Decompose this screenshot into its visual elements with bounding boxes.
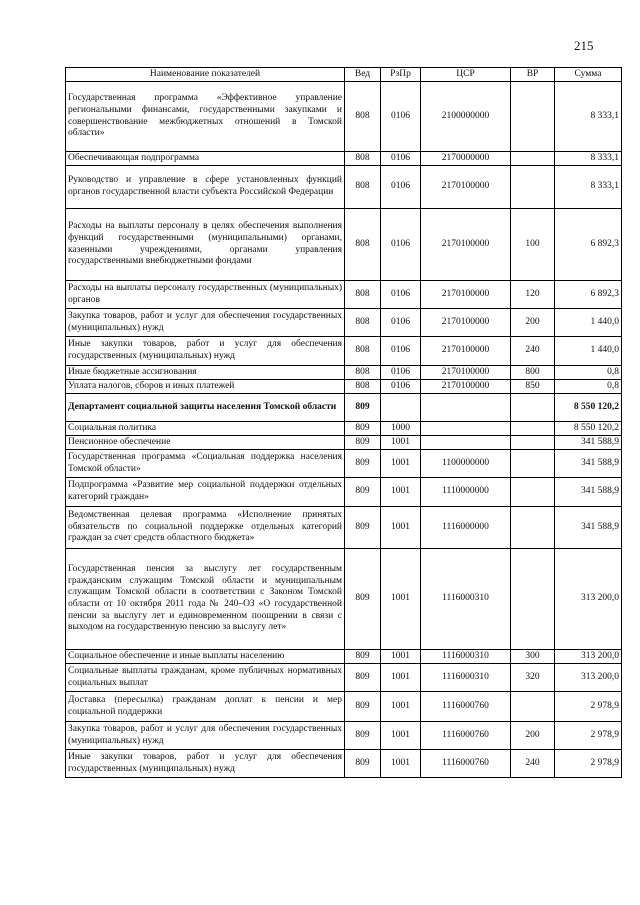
table-row <box>66 152 622 166</box>
name-cell: Обеспечивающая подпрограмма <box>66 152 345 166</box>
table-row <box>66 722 622 750</box>
sum-cell: 1 440,0 <box>555 309 622 337</box>
sum-cell: 341 588,9 <box>555 450 622 478</box>
vr-cell <box>511 507 555 549</box>
table-row <box>66 209 622 281</box>
table-row <box>66 337 622 366</box>
table-row <box>66 309 622 337</box>
column-header-sum: Сумма <box>555 68 622 82</box>
table-row <box>66 366 622 380</box>
csr-cell: 2170100000 <box>421 337 511 366</box>
table-body <box>66 82 622 778</box>
rzpr-cell: 1001 <box>381 549 421 650</box>
name-cell: Иные закупки товаров, работ и услуг для обеспечения государственных (муниципальных) нужд <box>66 750 345 778</box>
vr-cell <box>511 166 555 209</box>
rzpr-cell: 1001 <box>381 692 421 722</box>
name-cell: Социальное обеспечение и иные выплаты населению <box>66 650 345 664</box>
ved-cell: 809 <box>345 664 381 692</box>
rzpr-cell: 0106 <box>381 152 421 166</box>
ved-cell: 808 <box>345 209 381 281</box>
ved-cell: 808 <box>345 82 381 152</box>
table-row <box>66 166 622 209</box>
rzpr-cell: 1001 <box>381 450 421 478</box>
table-row <box>66 422 622 436</box>
csr-cell: 1116000310 <box>421 549 511 650</box>
ved-cell: 809 <box>345 722 381 750</box>
sum-cell: 8 333,1 <box>555 152 622 166</box>
vr-cell: 800 <box>511 366 555 380</box>
table-row <box>66 692 622 722</box>
table-row <box>66 436 622 450</box>
table-row <box>66 450 622 478</box>
sum-cell: 313 200,0 <box>555 549 622 650</box>
name-cell: Государственная программа «Социальная поддержка населения Томской области» <box>66 450 345 478</box>
ved-cell: 808 <box>345 281 381 309</box>
sum-cell: 2 978,9 <box>555 692 622 722</box>
table-row <box>66 82 622 152</box>
ved-cell: 809 <box>345 549 381 650</box>
name-cell: Департамент социальной защиты населения Томской области <box>66 394 345 422</box>
rzpr-cell: 0106 <box>381 281 421 309</box>
rzpr-cell <box>381 394 421 422</box>
sum-cell: 6 892,3 <box>555 281 622 309</box>
sum-cell: 0,8 <box>555 366 622 380</box>
vr-cell <box>511 152 555 166</box>
sum-cell: 8 550 120,2 <box>555 422 622 436</box>
name-cell: Уплата налогов, сборов и иных платежей <box>66 380 345 394</box>
rzpr-cell: 0106 <box>381 380 421 394</box>
sum-cell: 1 440,0 <box>555 337 622 366</box>
rzpr-cell: 1001 <box>381 650 421 664</box>
name-cell: Закупка товаров, работ и услуг для обеспечения государственных (муниципальных) нужд <box>66 722 345 750</box>
csr-cell: 2170100000 <box>421 166 511 209</box>
sum-cell: 341 588,9 <box>555 478 622 507</box>
name-cell: Закупка товаров, работ и услуг для обеспечения государственных (муниципальных) нужд <box>66 309 345 337</box>
name-cell: Доставка (пересылка) гражданам доплат к пенсии и мер социальной поддержки <box>66 692 345 722</box>
table-row <box>66 750 622 778</box>
sum-cell: 8 333,1 <box>555 166 622 209</box>
name-cell: Расходы на выплаты персоналу в целях обеспечения выполнения функций государственными (муниципальными) органами, казенными учреждениями, органами управления государственными внебюджетными фондами <box>66 209 345 281</box>
page-number: 215 <box>574 38 594 53</box>
csr-cell: 1116000760 <box>421 692 511 722</box>
name-cell: Иные бюджетные ассигнования <box>66 366 345 380</box>
name-cell: Социальная политика <box>66 422 345 436</box>
ved-cell: 809 <box>345 436 381 450</box>
sum-cell: 2 978,9 <box>555 750 622 778</box>
rzpr-cell: 1000 <box>381 422 421 436</box>
csr-cell: 2100000000 <box>421 82 511 152</box>
ved-cell: 809 <box>345 478 381 507</box>
csr-cell: 2170100000 <box>421 309 511 337</box>
vr-cell: 200 <box>511 309 555 337</box>
name-cell: Иные закупки товаров, работ и услуг для обеспечения государственных (муниципальных) нужд <box>66 337 345 366</box>
table-row <box>66 507 622 549</box>
rzpr-cell: 1001 <box>381 722 421 750</box>
vr-cell <box>511 82 555 152</box>
column-header-name: Наименование показателей <box>66 68 345 82</box>
name-cell: Государственная программа «Эффективное управление региональными финансами, государственными закупками и совершенствование межбюджетных отношений в Томской области» <box>66 82 345 152</box>
table-row <box>66 394 622 422</box>
ved-cell: 809 <box>345 394 381 422</box>
table-row <box>66 664 622 692</box>
budget-table <box>65 67 622 778</box>
csr-cell: 2170000000 <box>421 152 511 166</box>
vr-cell <box>511 450 555 478</box>
vr-cell <box>511 422 555 436</box>
rzpr-cell: 1001 <box>381 664 421 692</box>
sum-cell: 313 200,0 <box>555 650 622 664</box>
csr-cell: 2170100000 <box>421 380 511 394</box>
csr-cell: 1116000000 <box>421 507 511 549</box>
ved-cell: 809 <box>345 450 381 478</box>
sum-cell: 313 200,0 <box>555 664 622 692</box>
vr-cell: 240 <box>511 750 555 778</box>
ved-cell: 808 <box>345 152 381 166</box>
rzpr-cell: 0106 <box>381 166 421 209</box>
ved-cell: 809 <box>345 422 381 436</box>
sum-cell: 0,8 <box>555 380 622 394</box>
table-row <box>66 650 622 664</box>
table-header-row <box>66 68 622 82</box>
csr-cell <box>421 394 511 422</box>
rzpr-cell: 1001 <box>381 436 421 450</box>
csr-cell <box>421 422 511 436</box>
csr-cell <box>421 436 511 450</box>
rzpr-cell: 0106 <box>381 309 421 337</box>
column-header-ved: Вед <box>345 68 381 82</box>
ved-cell: 808 <box>345 366 381 380</box>
ved-cell: 809 <box>345 650 381 664</box>
rzpr-cell: 0106 <box>381 209 421 281</box>
vr-cell: 300 <box>511 650 555 664</box>
table-row <box>66 549 622 650</box>
rzpr-cell: 1001 <box>381 478 421 507</box>
csr-cell: 1116000310 <box>421 664 511 692</box>
rzpr-cell: 1001 <box>381 750 421 778</box>
name-cell: Пенсионное обеспечение <box>66 436 345 450</box>
ved-cell: 808 <box>345 380 381 394</box>
vr-cell <box>511 549 555 650</box>
csr-cell: 1100000000 <box>421 450 511 478</box>
vr-cell: 850 <box>511 380 555 394</box>
vr-cell: 200 <box>511 722 555 750</box>
sum-cell: 341 588,9 <box>555 436 622 450</box>
name-cell: Ведомственная целевая программа «Исполнение принятых обязательств по социальной поддержке отдельных категорий граждан за счет средств областного бюджета» <box>66 507 345 549</box>
ved-cell: 809 <box>345 692 381 722</box>
ved-cell: 808 <box>345 166 381 209</box>
column-header-csr: ЦСР <box>421 68 511 82</box>
ved-cell: 808 <box>345 309 381 337</box>
name-cell: Руководство и управление в сфере установленных функций органов государственной власти субъекта Российской Федерации <box>66 166 345 209</box>
table-row <box>66 380 622 394</box>
rzpr-cell: 1001 <box>381 507 421 549</box>
vr-cell: 240 <box>511 337 555 366</box>
vr-cell: 120 <box>511 281 555 309</box>
sum-cell: 8 333,1 <box>555 82 622 152</box>
name-cell: Государственная пенсия за выслугу лет государственным гражданским служащим Томской области и муниципальным служащим Томской области в соответствии с Законом Томской области от 10 октября 2011 года № 240–ОЗ «О государственной пенсии за выслугу лет и единовременном поощрении в связи с выходом на государственную пенсию за выслугу лет» <box>66 549 345 650</box>
csr-cell: 1116000310 <box>421 650 511 664</box>
csr-cell: 1116000760 <box>421 722 511 750</box>
csr-cell: 1116000760 <box>421 750 511 778</box>
ved-cell: 808 <box>345 337 381 366</box>
csr-cell: 2170100000 <box>421 209 511 281</box>
vr-cell <box>511 394 555 422</box>
column-header-rzpr: РзПр <box>381 68 421 82</box>
rzpr-cell: 0106 <box>381 337 421 366</box>
sum-cell: 2 978,9 <box>555 722 622 750</box>
csr-cell: 2170100000 <box>421 366 511 380</box>
table-row <box>66 478 622 507</box>
sum-cell: 6 892,3 <box>555 209 622 281</box>
ved-cell: 809 <box>345 750 381 778</box>
vr-cell <box>511 692 555 722</box>
vr-cell <box>511 478 555 507</box>
name-cell: Подпрограмма «Развитие мер социальной поддержки отдельных категорий граждан» <box>66 478 345 507</box>
rzpr-cell: 0106 <box>381 366 421 380</box>
vr-cell <box>511 436 555 450</box>
table-row <box>66 281 622 309</box>
vr-cell: 100 <box>511 209 555 281</box>
name-cell: Расходы на выплаты персоналу государственных (муниципальных) органов <box>66 281 345 309</box>
ved-cell: 809 <box>345 507 381 549</box>
csr-cell: 1110000000 <box>421 478 511 507</box>
name-cell: Социальные выплаты гражданам, кроме публичных нормативных социальных выплат <box>66 664 345 692</box>
rzpr-cell: 0106 <box>381 82 421 152</box>
sum-cell: 341 588,9 <box>555 507 622 549</box>
sum-cell: 8 550 120,2 <box>555 394 622 422</box>
vr-cell: 320 <box>511 664 555 692</box>
column-header-vr: ВР <box>511 68 555 82</box>
csr-cell: 2170100000 <box>421 281 511 309</box>
